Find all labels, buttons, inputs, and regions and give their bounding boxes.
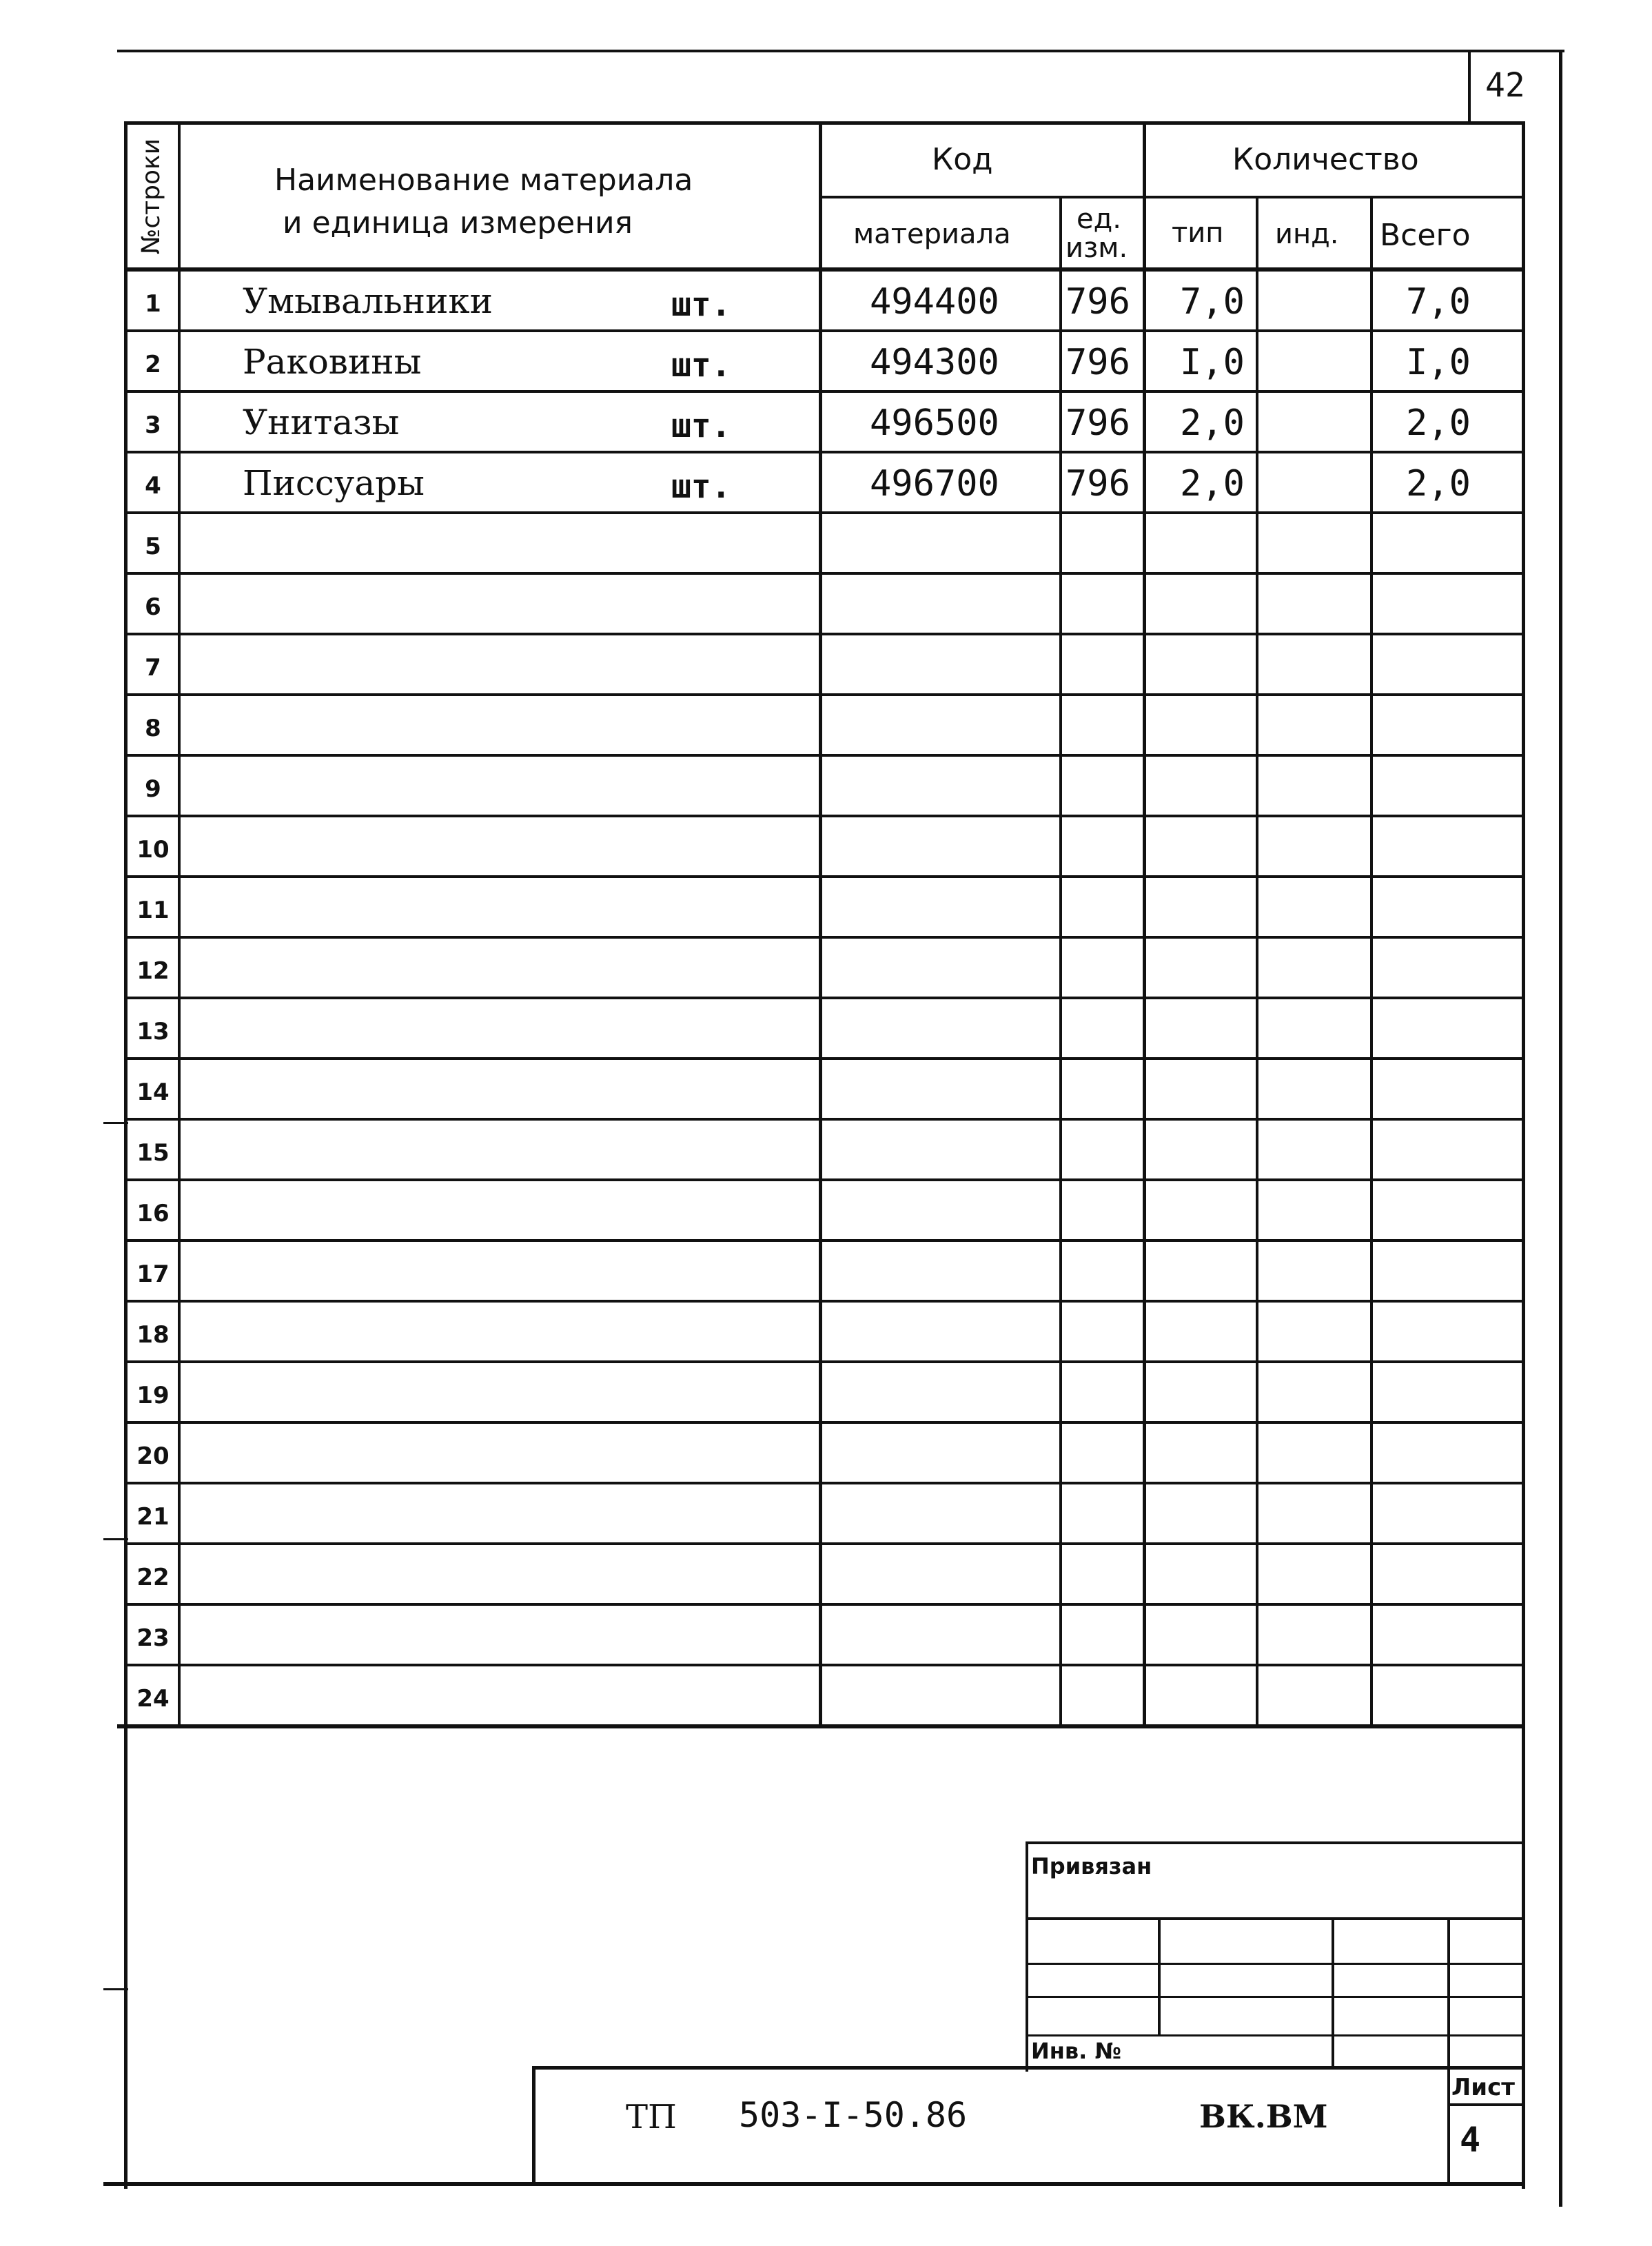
row-number: 16 — [136, 1200, 170, 1227]
title-block-left — [532, 2066, 536, 2186]
table-row — [0, 1303, 1652, 1363]
row-number: 21 — [136, 1503, 170, 1531]
table-row — [0, 1424, 1652, 1484]
page-number: 42 — [1485, 66, 1525, 105]
table-row — [0, 817, 1652, 878]
table-row — [0, 1181, 1652, 1242]
stamp-grid-left — [1026, 1841, 1028, 2072]
ind-header: инд. — [1275, 218, 1339, 250]
unit-code: 796 — [1065, 342, 1130, 383]
margin-tick — [103, 1988, 128, 1990]
table-row — [0, 1666, 1652, 1727]
top-border-line — [117, 50, 1564, 52]
document-mark: ВК.ВМ — [1199, 2098, 1328, 2135]
table-row — [0, 575, 1652, 635]
margin-tick — [103, 1122, 128, 1124]
table-row — [0, 1606, 1652, 1666]
row-number: 18 — [136, 1321, 170, 1349]
table-row — [0, 1484, 1652, 1545]
row-number: 13 — [136, 1018, 170, 1045]
row-number: 1 — [145, 290, 161, 318]
material-code: 494300 — [870, 342, 999, 383]
unit-header-line1: ед. — [1077, 203, 1121, 235]
material-code: 496700 — [870, 463, 999, 504]
table-row — [0, 757, 1652, 817]
sheet-number: 4 — [1460, 2120, 1481, 2160]
row-number: 12 — [136, 957, 170, 985]
bound-label: Привязан — [1031, 1853, 1152, 1879]
material-name: Писсуары — [243, 463, 425, 503]
row-number: 9 — [145, 775, 161, 803]
table-row — [0, 1121, 1652, 1181]
row-number: 20 — [136, 1442, 170, 1470]
stamp-grid-col1 — [1158, 1917, 1161, 2036]
document-number: 503-I-50.86 — [739, 2095, 968, 2135]
row-number: 14 — [136, 1079, 170, 1106]
margin-tick — [103, 1538, 128, 1540]
quantity-total: 7,0 — [1406, 281, 1471, 323]
row-number: 23 — [136, 1624, 170, 1652]
row-number: 2 — [145, 351, 161, 378]
table-row — [0, 272, 1652, 332]
table-top-line — [125, 121, 1524, 125]
table-row — [0, 393, 1652, 453]
table-row — [0, 1363, 1652, 1424]
title-block-top — [533, 2066, 1524, 2070]
table-row — [0, 635, 1652, 696]
unit-code: 796 — [1065, 463, 1130, 504]
quantity-type: 7,0 — [1180, 281, 1245, 323]
table-row — [0, 1242, 1652, 1303]
material-code: 494400 — [870, 281, 999, 323]
title-block-bottom — [103, 2182, 1524, 2186]
material-unit: шт. — [671, 346, 731, 385]
row-number: 17 — [136, 1260, 170, 1288]
quantity-total: 2,0 — [1406, 463, 1471, 504]
table-row — [0, 1545, 1652, 1606]
type-header: тип — [1172, 217, 1224, 249]
quantity-type: I,0 — [1180, 342, 1245, 383]
row-number: 10 — [136, 836, 170, 864]
quantity-total: 2,0 — [1406, 402, 1471, 444]
row-number-header: №строки — [137, 138, 165, 255]
table-row — [0, 696, 1652, 757]
row-number: 7 — [145, 654, 161, 682]
table-row — [0, 878, 1652, 939]
unit-header-line2: изм. — [1065, 232, 1128, 264]
page-number-box-left — [1468, 50, 1471, 124]
total-header: Всего — [1380, 218, 1471, 253]
row-number: 6 — [145, 593, 161, 621]
header-subline — [820, 196, 1524, 198]
table-row — [0, 999, 1652, 1060]
name-header-line2: и единица измерения — [283, 205, 633, 241]
table-row — [0, 939, 1652, 999]
row-number: 15 — [136, 1139, 170, 1167]
material-unit: шт. — [671, 467, 731, 506]
row-number: 3 — [145, 411, 161, 439]
material-name: Раковины — [243, 342, 422, 382]
sheet-label-divider — [1447, 2103, 1524, 2106]
unit-code: 796 — [1065, 281, 1130, 323]
quantity-total: I,0 — [1406, 342, 1471, 383]
code-header: Код — [932, 142, 993, 177]
material-code: 496500 — [870, 402, 999, 444]
row-number: 8 — [145, 715, 161, 742]
stamp-grid-col2 — [1332, 1917, 1334, 2068]
stamp-grid-col3 — [1447, 1917, 1450, 2186]
row-number: 19 — [136, 1382, 170, 1409]
row-number: 24 — [136, 1685, 170, 1713]
quantity-header: Количество — [1232, 142, 1419, 177]
quantity-type: 2,0 — [1180, 463, 1245, 504]
table-row — [0, 332, 1652, 393]
material-unit: шт. — [671, 285, 731, 324]
table-row — [0, 514, 1652, 575]
row-number: 22 — [136, 1564, 170, 1591]
material-name: Унитазы — [243, 402, 400, 442]
tp-label: ТП — [626, 2098, 677, 2136]
unit-code: 796 — [1065, 402, 1130, 444]
inv-label: Инв. № — [1031, 2038, 1121, 2064]
row-number: 11 — [136, 897, 170, 924]
table-row — [0, 1060, 1652, 1121]
name-header-line1: Наименование материала — [274, 163, 693, 198]
table-row — [0, 453, 1652, 514]
stamp-grid-top — [1026, 1841, 1524, 1844]
material-header: материала — [853, 218, 1011, 250]
row-number: 5 — [145, 533, 161, 560]
material-name: Умывальники — [243, 281, 493, 321]
row-number: 4 — [145, 472, 161, 500]
sheet-label: Лист — [1451, 2074, 1515, 2101]
quantity-type: 2,0 — [1180, 402, 1245, 444]
material-unit: шт. — [671, 407, 731, 445]
